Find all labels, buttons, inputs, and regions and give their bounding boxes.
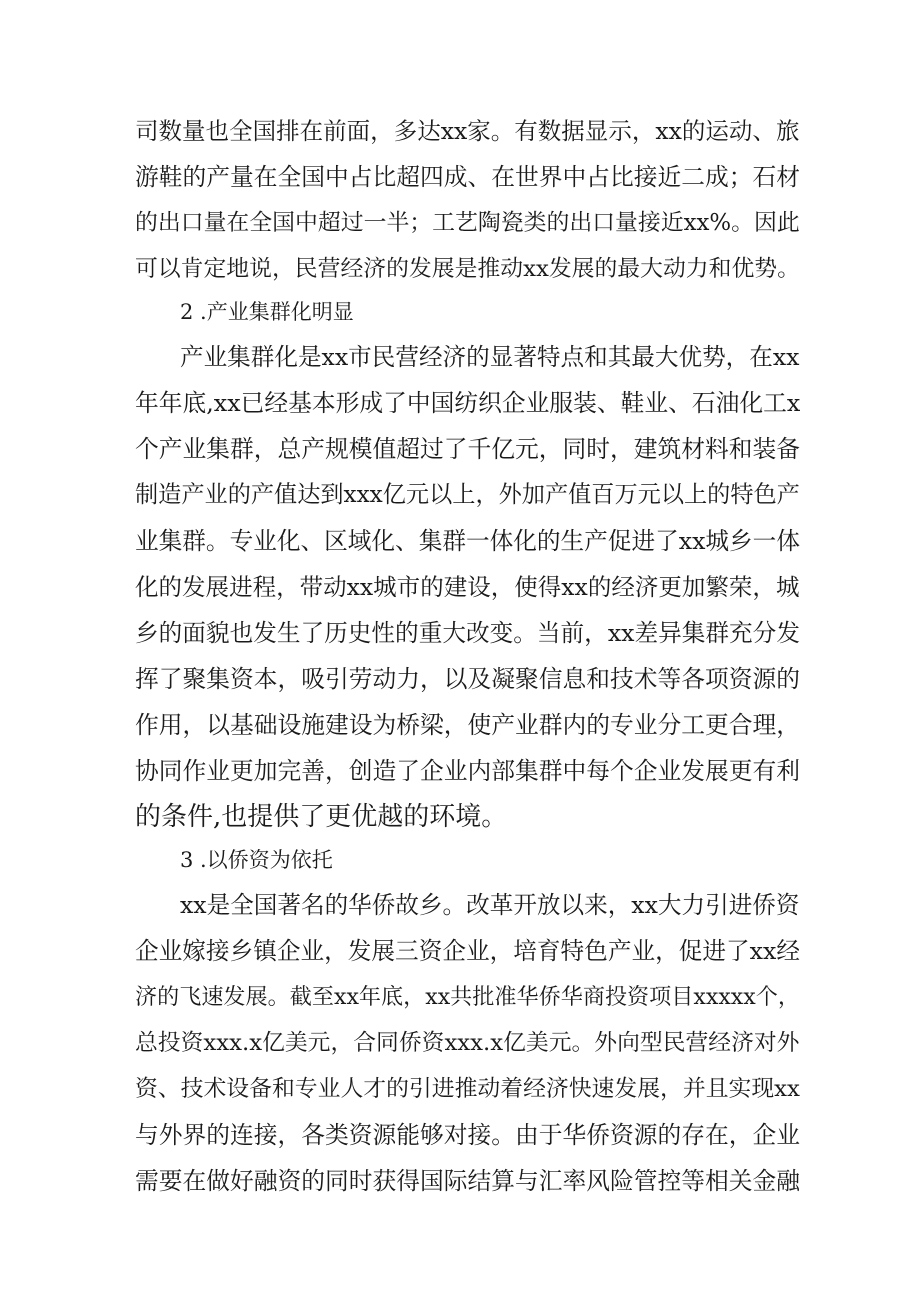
paragraph-1-line-4: 可以肯定地说，民营经济的发展是推动xx发展的最大动力和优势。 [135,256,800,282]
section-heading-3: 3 .以侨资为依托 [180,848,333,872]
paragraph-2-line-8: 挥了聚集资本，吸引劳动力，以及凝聚信息和技术等各项资源的 [135,665,801,693]
paragraph-2-line-5: 业集群。专业化、区域化、集群一体化的生产促进了xx城乡一体 [135,527,800,555]
paragraph-3-line-4: 总投资xxx.x亿美元，合同侨资xxx.x亿美元。外向型民营经济对外 [135,1030,800,1056]
paragraph-2-line-1: 产业集群化是xx市民营经济的显著特点和其最大优势，在xx [180,343,800,371]
paragraph-3-line-7: 需要在做好融资的同时获得国际结算与汇率风险管控等相关金融 [135,1167,801,1195]
paragraph-3-line-1: xx是全国著名的华侨故乡。改革开放以来，xx大力引进侨资 [180,891,800,919]
paragraph-2-line-11: 的条件,也提供了更优越的环境。 [135,802,508,832]
paragraph-2-line-2: 年年底,xx已经基本形成了中国纺织企业服装、鞋业、石油化工x [135,389,801,417]
paragraph-1-line-3: 的出口量在全国中超过一半；工艺陶瓷类的出口量接近xx%。因此 [135,210,800,236]
paragraph-2-line-4: 制造产业的产值达到xxx亿元以上，外加产值百万元以上的特色产 [135,481,800,508]
paragraph-3-line-3: 济的飞速发展。截至xx年底，xx共批准华侨华商投资项目xxxxx个， [135,984,800,1010]
paragraph-3-line-2: 企业嫁接乡镇企业，发展三资企业，培育特色产业，促进了xx经 [135,937,800,965]
section-heading-2: 2 .产业集群化明显 [180,300,354,324]
paragraph-3-line-5: 资、技术设备和专业人才的引进推动着经济快速发展，并且实现xx [135,1076,800,1102]
paragraph-2-line-10: 协同作业更加完善，创造了企业内部集群中每个企业发展更有利 [135,757,801,785]
paragraph-2-line-6: 化的发展进程，带动xx城市的建设，使得xx的经济更加繁荣，城 [135,573,800,601]
paragraph-2-line-3: 个产业集群，总产规模值超过了千亿元，同时，建筑材料和装备 [135,435,801,463]
paragraph-3-line-6: 与外界的连接，各类资源能够对接。由于华侨资源的存在，企业 [135,1121,801,1149]
paragraph-1-line-2: 游鞋的产量在全国中占比超四成、在世界中占比接近二成；石材 [135,163,801,191]
paragraph-1-line-1: 司数量也全国排在前面，多达xx家。有数据显示，xx的运动、旅 [135,117,800,145]
paragraph-2-line-7: 乡的面貌也发生了历史性的重大改变。当前，xx差异集群充分发 [135,619,800,647]
paragraph-2-line-9: 作用，以基础设施建设为桥梁，使产业群内的专业分工更合理， [135,711,801,739]
